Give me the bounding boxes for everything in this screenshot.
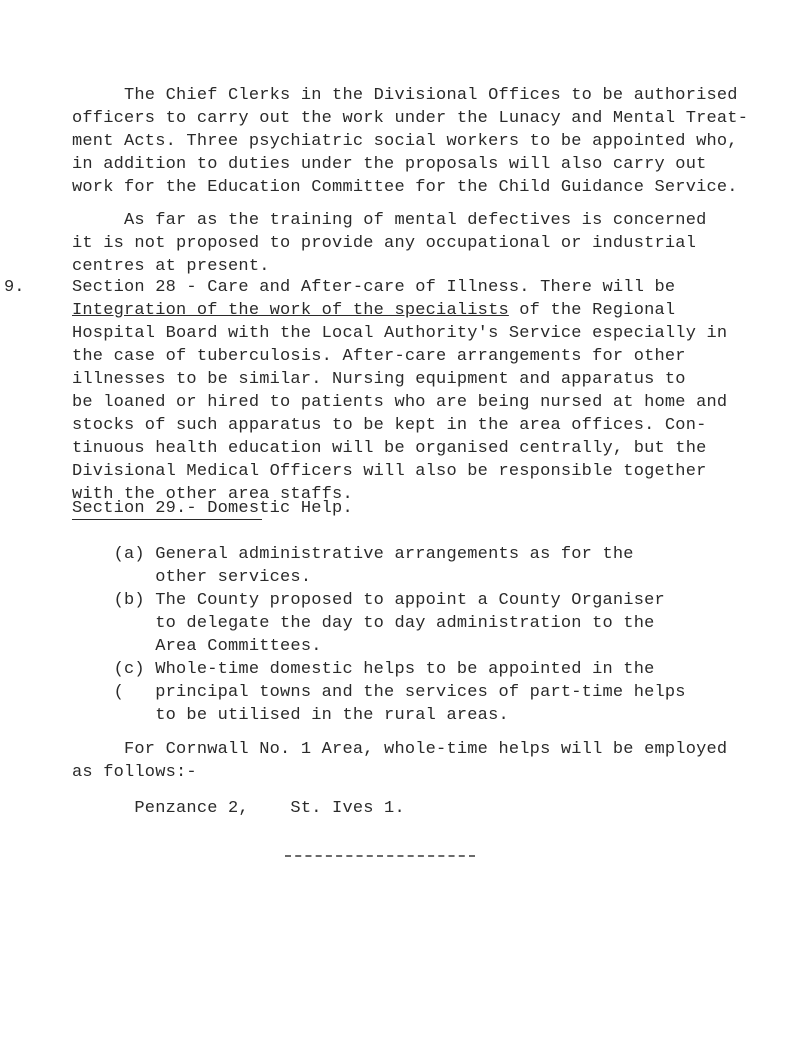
list-item: to delegate the day to day administration to the [72,614,655,633]
heading-tail: There will be [529,278,676,297]
text-line: tinuous health education will be organised centrally, but the [72,439,707,458]
text-line: work for the Education Committee for the Child Guidance Service. [72,178,738,197]
section-28-subheading: Integration of the work of the specialists [72,301,509,320]
text-line: ment Acts. Three psychiatric social workers to be appointed who, [72,132,738,151]
text-line: stocks of such apparatus to be kept in the area offices. Con- [72,416,707,435]
text-line: officers to carry out the work under the Lunacy and Mental Treat- [72,109,749,128]
text-line: illnesses to be similar. Nursing equipment and apparatus to [72,370,686,389]
list-item: (c) Whole-time domestic helps to be appointed in the [72,660,655,679]
text-line: in addition to duties under the proposals will also carry out [72,155,707,174]
text-line: Divisional Medical Officers will also be responsible together [72,462,707,481]
section-28-heading: Section 28 - Care and After-care of Illness. [72,278,530,297]
list-item: ( principal towns and the services of part-time helps [72,683,686,702]
text-line: Hospital Board with the Local Authority's Service especially in [72,324,728,343]
text-line: it is not proposed to provide any occupational or industrial [72,234,697,253]
allocation-line: Penzance 2, St. Ives 1. [72,799,405,818]
text-line: For Cornwall No. 1 Area, whole-time helps will be employed [72,740,728,759]
list-item: to be utilised in the rural areas. [72,706,509,725]
section-29-heading: Section 29.- Domestic Help. [72,499,353,518]
text-line: the case of tuberculosis. After-care arrangements for other [72,347,686,366]
text-line: As far as the training of mental defectives is concerned [72,211,707,230]
text-line: with the other area staffs. [72,485,353,504]
section-28-subheading-line [72,299,675,322]
text-line: as follows:- [72,763,197,782]
end-dashed-rule [285,855,475,857]
list-item: other services. [72,568,312,587]
margin-number: 9. [4,278,25,297]
text-line: centres at present. [72,257,270,276]
list-item: Area Committees. [72,637,322,656]
subheading-tail: of the Regional [508,301,676,320]
heading-underline [72,519,262,520]
list-item: (b) The County proposed to appoint a County Organiser [72,591,665,610]
list-item: (a) General administrative arrangements as for the [72,545,634,564]
section-28-heading-line [72,276,675,299]
text-line: be loaned or hired to patients who are being nursed at home and [72,393,728,412]
text-line: The Chief Clerks in the Divisional Offices to be authorised [72,86,738,105]
